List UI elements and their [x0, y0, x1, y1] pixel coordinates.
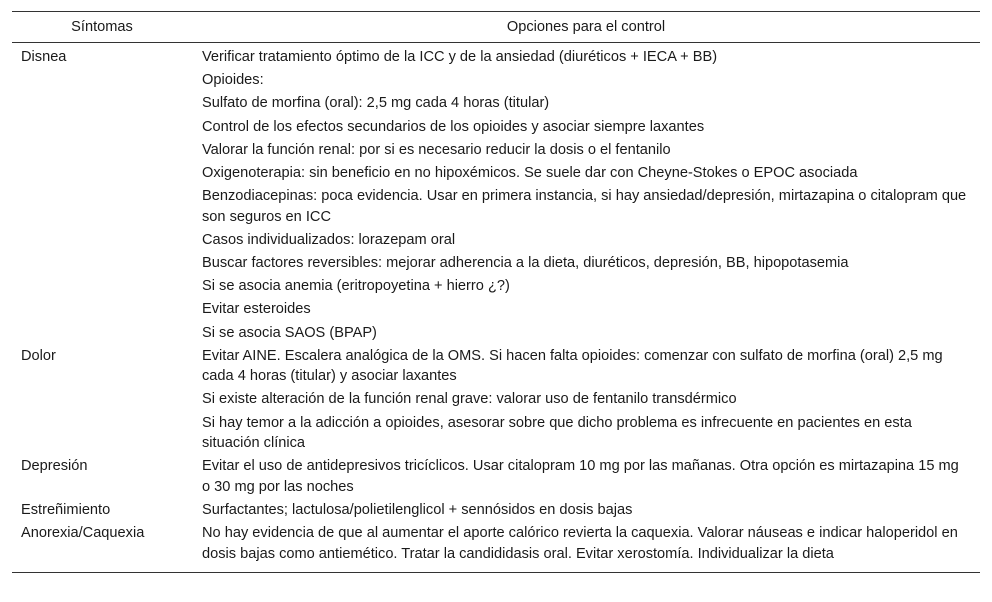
table-row — [12, 346, 980, 457]
option-item: Si hay temor a la adicción a opioides, asesorar sobre que dicho problema es infrecuente en pacientes en esta situación clínica — [202, 414, 912, 452]
symptom-cell: Depresión — [21, 458, 88, 475]
options-cell — [192, 523, 980, 572]
option-item: Evitar esteroides — [202, 301, 311, 318]
table-row — [12, 43, 980, 346]
symptom-control-table — [12, 11, 980, 573]
symptom-cell: Anorexia/Caquexia — [12, 523, 192, 572]
symptom-cell: Dolor — [21, 347, 56, 364]
options-cell — [192, 500, 980, 523]
options-cell — [192, 456, 980, 500]
option-item: Oxigenoterapia: sin beneficio en no hipoxémicos. Se suele dar con Cheyne-Stokes o EPOC asociada — [202, 164, 858, 181]
option-item: Buscar factores reversibles: mejorar adherencia a la dieta, diuréticos, depresión, BB, hipopotasemia — [202, 255, 849, 271]
option-item: Si existe alteración de la función renal grave: valorar uso de fentanilo transdérmico — [202, 391, 737, 408]
symptom-cell: Estreñimiento — [21, 502, 111, 518]
option-item: Si se asocia SAOS (BPAP) — [202, 324, 377, 341]
option-item: Si se asocia anemia (eritropoyetina + hierro ¿?) — [202, 278, 510, 295]
table-header — [12, 12, 980, 43]
table-row — [12, 523, 980, 572]
option-item: Verificar tratamiento óptimo de la ICC y de la ansiedad (diuréticos + IECA + BB) — [202, 49, 718, 65]
header-row — [12, 12, 980, 43]
symptom-control-table-wrapper — [12, 11, 980, 573]
option-item: Control de los efectos secundarios de los opioides y asociar siempre laxantes — [202, 118, 705, 135]
table-row — [12, 500, 980, 523]
option-item: Evitar AINE. Escalera analógica de la OMS. Si hacen falta opioides: comenzar con sulfato de morfina (oral) 2,5 mg cada 4 horas (titular) y asociar laxantes — [202, 347, 943, 385]
option-item: Sulfato de morfina (oral): 2,5 mg cada 4 horas (titular) — [202, 95, 550, 112]
table-body — [12, 43, 980, 573]
option-item: Opioides: — [202, 72, 264, 89]
options-cell — [192, 43, 980, 346]
table-row — [12, 456, 980, 500]
option-item: Surfactantes; lactulosa/polietilenglicol + sennósidos en dosis bajas — [202, 502, 633, 518]
options-cell — [192, 346, 980, 457]
symptom-cell: Disnea — [21, 49, 67, 65]
header-symptoms: Síntomas — [12, 12, 192, 43]
option-item: Casos individualizados: lorazepam oral — [202, 231, 456, 248]
option-item: No hay evidencia de que al aumentar el aporte calórico revierta la caquexia. Valorar náuseas e indicar haloperidol en dosis bajas como antiemético. Tratar la candididasis oral. Evitar xerostomía. Individualizar la dieta — [202, 525, 958, 562]
option-item: Valorar la función renal: por si es necesario reducir la dosis o el fentanilo — [202, 141, 671, 158]
option-item: Evitar el uso de antidepresivos tricíclicos. Usar citalopram 10 mg por las mañanas. Otra opción es mirtazapina 15 mg o 30 mg por las noches — [202, 458, 959, 495]
option-item: Benzodiacepinas: poca evidencia. Usar en primera instancia, si hay ansiedad/depresión, mirtazapina o citalopram que son seguros en ICC — [202, 188, 967, 225]
header-control-options: Opciones para el control — [192, 12, 980, 43]
